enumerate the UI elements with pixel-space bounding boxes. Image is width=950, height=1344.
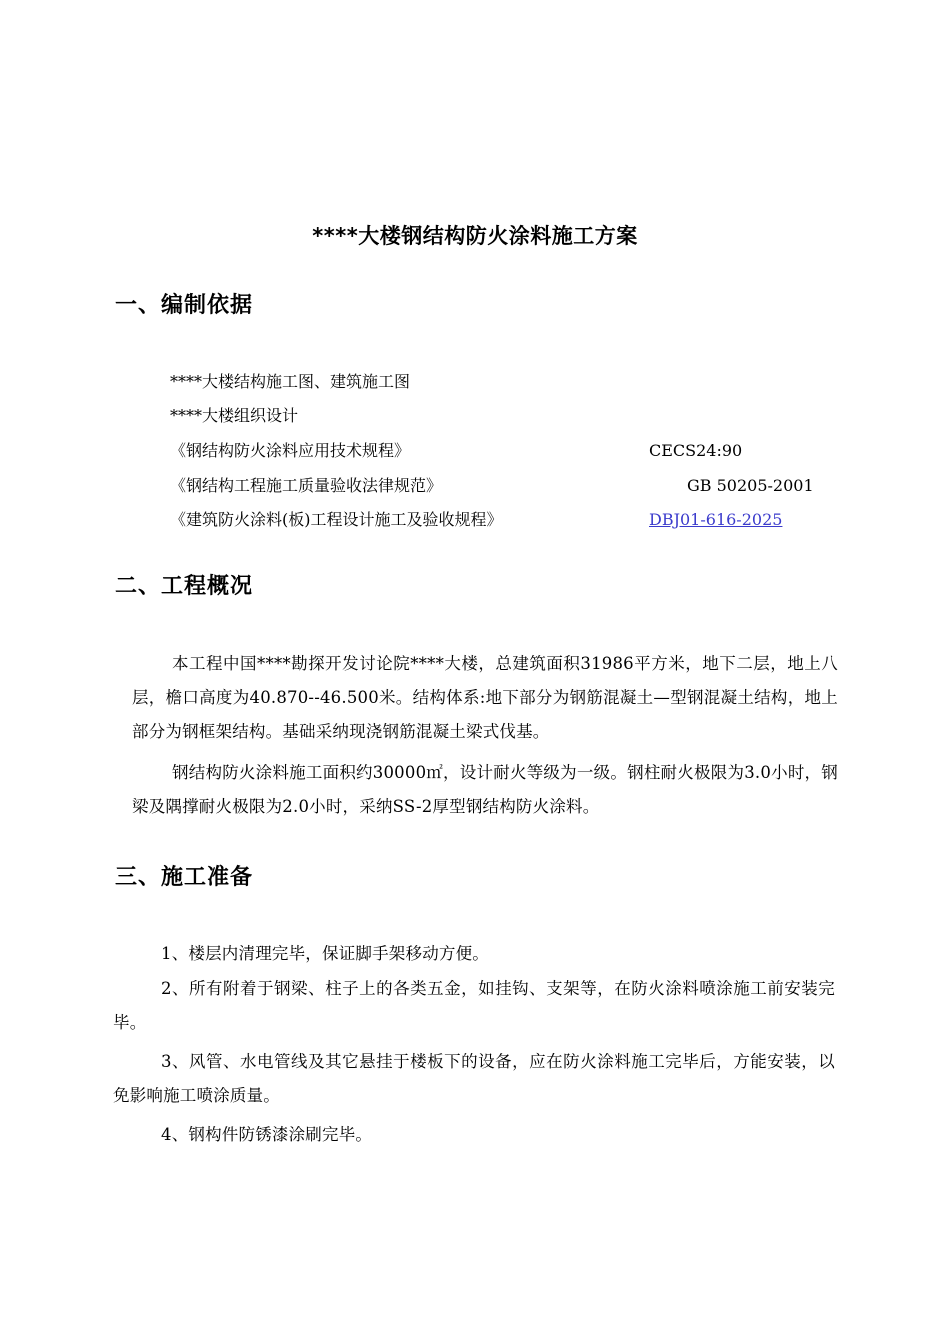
overview-paragraph: 钢结构防火涂料施工面积约30000㎡，设计耐火等级为一级。钢柱耐火极限为3.0小时，钢梁及隅撑耐火极限为2.0小时，采纳SS-2厚型钢结构防火涂料。 bbox=[132, 763, 838, 816]
reference-row bbox=[170, 508, 870, 532]
reference-name: 《钢结构工程施工质量验收法律规范》 bbox=[170, 476, 443, 495]
document-title: ****大楼钢结构防火涂料施工方案 bbox=[312, 224, 638, 248]
preparation-item: 3、风管、水电管线及其它悬挂于楼板下的设备，应在防火涂料施工完毕后，方能安装，以免影响施工喷涂质量。 bbox=[113, 1052, 835, 1105]
reference-row bbox=[170, 370, 870, 394]
section-heading-preparation: 三、施工准备 bbox=[115, 865, 254, 890]
section-heading-basis: 一、编制依据 bbox=[115, 293, 254, 318]
reference-row bbox=[170, 474, 870, 498]
reference-row bbox=[170, 404, 870, 428]
preparation-item: 1、楼层内清理完毕，保证脚手架移动方便。 bbox=[161, 944, 489, 963]
reference-name: ****大楼组织设计 bbox=[170, 406, 299, 425]
reference-name: ****大楼结构施工图、建筑施工图 bbox=[170, 372, 411, 391]
preparation-item: 4、钢构件防锈漆涂刷完毕。 bbox=[161, 1125, 373, 1144]
reference-code: CECS24:90 bbox=[649, 441, 743, 460]
reference-row bbox=[170, 439, 870, 463]
reference-name: 《建筑防火涂料(板)工程设计施工及验收规程》 bbox=[170, 510, 503, 529]
reference-code: GB 50205-2001 bbox=[687, 476, 814, 495]
section-heading-overview: 二、工程概况 bbox=[115, 574, 254, 599]
reference-name: 《钢结构防火涂料应用技术规程》 bbox=[170, 441, 411, 460]
overview-paragraph: 本工程中国****勘探开发讨论院****大楼，总建筑面积31986平方米，地下二层，地上八层，檐口高度为40.870--46.500米。结构体系:地下部分为钢筋混凝土—型钢混凝土结构，地上部分为钢框架结构。基础采纳现浇钢筋混凝土梁式伐基。 bbox=[132, 654, 838, 741]
preparation-item: 2、所有附着于钢梁、柱子上的各类五金，如挂钩、支架等，在防火涂料喷涂施工前安装完毕。 bbox=[113, 979, 835, 1032]
reference-code-link[interactable]: DBJ01-616-2025 bbox=[649, 510, 783, 529]
